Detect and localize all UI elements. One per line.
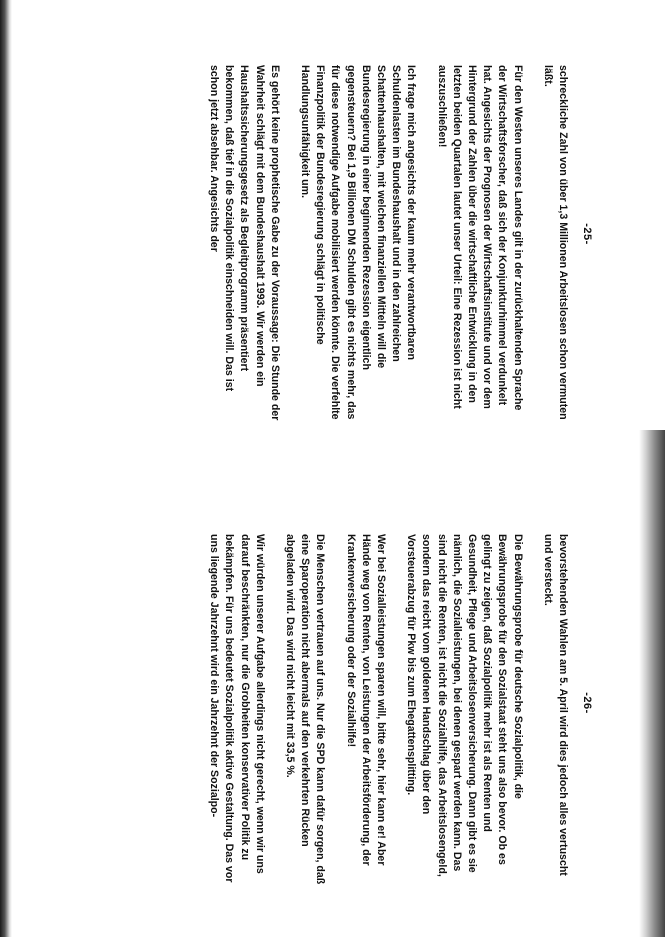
paragraph: Die Bewährungsprobe für deutsche Sozialpolitik, die Bewährungsprobe für den Sozialstaat steht uns also bevor. Ob es gelingt zu zeigen, daß Sozialpolitik mehr ist als Renten und Gesundheit, Pflege und Arbeitslosenversicherung. Dann gibt es sie nämlich, die Sozialleistungen, bei denen gespart werden kann. Das sind nicht die Renten, ist nicht die Sozialhilfe, das Arbeitslosengeld, sondern das reicht vom goldenen Handschlag über den Vorsteuerabzug für Pkw bis zum Ehegattensplitting.: [405, 534, 524, 877]
page-number: -26-: [581, 692, 593, 714]
paragraph: bevorstehenden Wahlen am 5. April wird dies jedoch alles vertuscht und versteckt.: [541, 534, 569, 876]
paragraph: Die Menschen vertrauen auf uns. Nur die SPD kann dafür sorgen, daß eine Sparoperation nicht abermals auf den verkehrten Rücken abgeladen wird. Das wird nicht leicht mit 33,5 %.: [283, 534, 327, 885]
paragraph: Wer bei Sozialleistungen sparen will, bitte sehr, hier kann er! Aber Hände weg von Renten, von Leistungen der Arbeitsförderung, der Krankenversicherung oder der Sozialhilfe!: [344, 534, 387, 866]
paragraph: schreckliche Zahl von über 1,3 Millionen Arbeitslosen schon vermuten läßt.: [541, 65, 569, 420]
paragraph: Für den Westen unseres Landes gilt in der zurückhaltenden Sprache der Wirtschaftsforscher, daß sich der Konjunkturhimmel verdunkelt hat. Angesichts der Prognosen der Wirtschaftsinstitute und vor dem Hintergrund der Zahlen über die wirtschaftliche Entwicklung in den letzten beiden Quartalen lautet unser Urteil: Eine Rezession ist nicht auszuschließen!: [435, 65, 524, 411]
page-text: [191, 65, 570, 425]
paragraph: Ich frage mich angesichts der kaum mehr verantwortbaren Schuldenlasten im Bundeshaushalt und in den zahlreichen Schattenhaushalten, mit welchen finanziellen Mitteln will die Bundesregierung in einer beginnenden Rezession eigentlich gegensteuern? Bei 1,9 Billionen DM Schulden gibt es nichts mehr, das für diese notwendige Aufgabe mobilisiert werden könnte. Die verfehlte Finanzpolitik der Bundesregierung schlägt in politische Handlungsunfähigkeit um.: [298, 65, 418, 420]
paragraph: Es gehört keine prophetische Gabe zu der Voraussage: Die Stunde der Wahrheit schlägt mit dem Bundeshaushalt 1993. Wir werden ein Haushaltssicherungsgesetz als Begleitprogramm präsentiert bekommen, daß tief in die Sozialpolitik einschneiden will. Das ist schon jetzt absehbar. Angesichts der: [207, 65, 281, 421]
page-number: -25-: [581, 223, 593, 245]
page-text: [191, 534, 570, 894]
page-26: [0, 469, 665, 937]
page-25: [0, 0, 665, 468]
paragraph: Wir würden unserer Aufgabe allerdings nicht gerecht, wenn wir uns darauf beschränkten, nur die Grobheiten konservativer Politik zu bekämpfen. Für uns bedeutet Sozialpolitik aktive Gestaltung. Das vor uns liegende Jahrzehnt wird ein Jahrzehnt der Sozialpo-: [208, 534, 266, 883]
